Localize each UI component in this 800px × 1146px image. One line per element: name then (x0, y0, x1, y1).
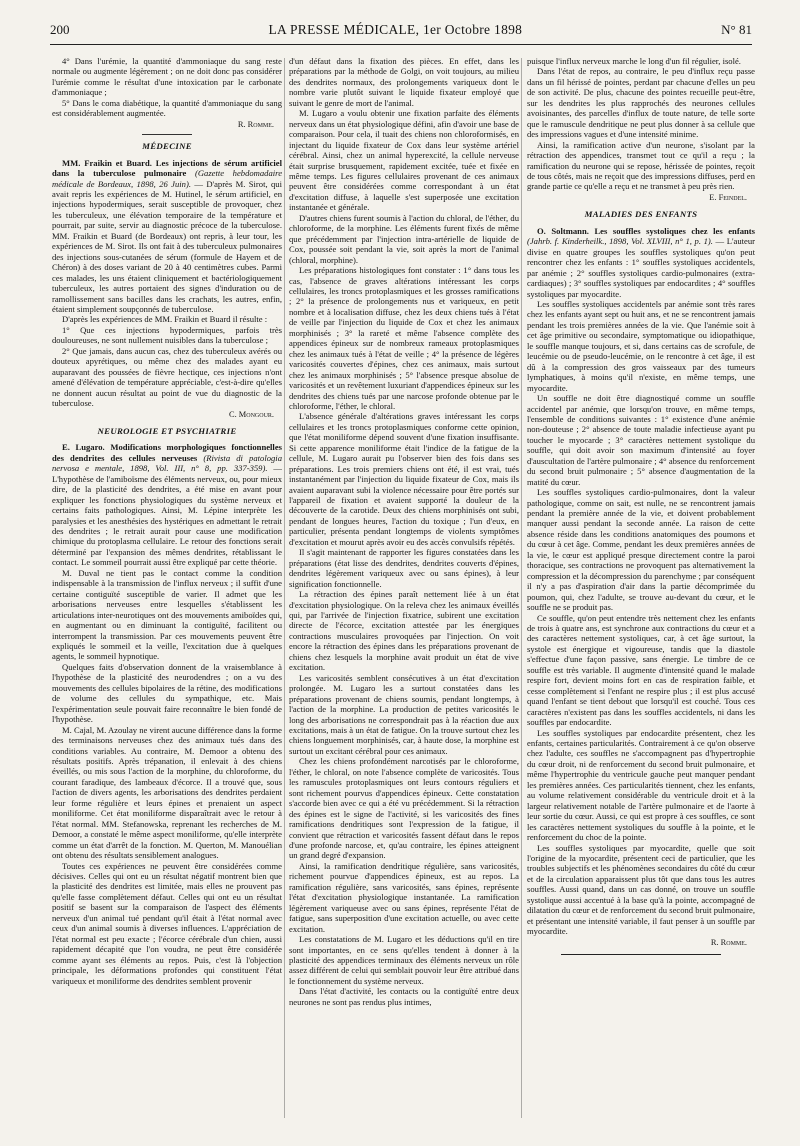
column-divider (284, 58, 285, 1118)
paragraph: Ce souffle, qu'on peut entendre très nettement chez les enfants de trois à quatre ans, est synchrone aux contractions du cœur et a des caractères nettement systoliques, car, à cet âge surtout, la systole est énergique et vigoureuse, tandis que la diastole s'effectue d'une façon passive, sans énergie. Le timbre de ce souffle est très variable. Il augmente d'intensité quand le malade respire fort, devient moins fort en cas de respiration faible, et cesse complètement si l'enfant ne respire plus ; il est plus accusé quand l'enfant se tient debout que lorsqu'il est couché. Tous ces caractères n'existent pas dans les souffles accidentels, ni dans les souffles par endocardite. (527, 612, 755, 728)
column-left (52, 56, 282, 1130)
page-header (50, 22, 752, 45)
paragraph: Les souffles systoliques accidentels par anémie sont très rares chez les enfants ayant sept ou huit ans, et ne se rencontrent jamais pendant les trois premières années de la vie. Que l'anémie soit à cet âge primitive ou secondaire, symptomatique ou idiopathique, le souffle manque toujours, et si, dans certains cas de scrofule, de leucémie ou de pseudo-leucémie, on le rencontre à cet âge, il est dû à la compression des gros vaisseaux par des tumeurs lymphatiques, à moins qu'il n'existe, en même temps, une myocardite. (527, 298, 755, 393)
separator (142, 134, 192, 135)
paragraph: M. Lugaro a voulu obtenir une fixation parfaite des éléments nerveux dans un état physiologique défini, afin d'avoir une base de comparaison. Pour cela, il tuait des chiens non chloroformisés, en injectant du liquide fixateur de Cox dans leur système artériel cérébral. Ainsi, chez un animal hyperexcité, la cellule nerveuse était surprise brusquement, rapidement excitée, tuée et fixée en même temps. Les figures cellulaires provenant de ces animaux peuvent être considérées comme correspondant à un état d'excitation diffuse, à laquelle s'est superposée une excitation instantanée et générale. (289, 108, 519, 213)
paragraph: D'après les expériences de MM. Fraikin et Buard il résulte : (62, 314, 268, 325)
column-right (527, 56, 755, 1130)
article-source: (Jahrb. f. Kinderheilk., 1898, Vol. XLVIII, n° 1, p. 1). (527, 236, 713, 247)
article-text: — L'auteur divise en quatre groupes les souffles systoliques qu'on peut rencontrer chez les enfants : 1° souffles systoliques accidentels, par anémie ; 2° souffles systoliques cardio-pulmonaires (extra-cardiaques) ; 3° souffles systoliques par endocardites ; 4° souffles systoliques par myocardite. (527, 236, 755, 299)
section-heading-children: MALADIES DES ENFANTS (584, 209, 698, 220)
paragraph: 1° Que ces injections hypodermiques, parfois très douloureuses, ne sont nullement nuisibles dans la tuberculose ; (52, 324, 282, 346)
paragraph: Ainsi, la ramification dendritique régulière, sans varicosités, richement pourvue d'appendices épineux, est au repos. La ramification régulière, sans varicosités, sans épines, représente l'état d'excitation physiologique instantanée. La ramification légèrement variqueuse avec ou sans épines, représente l'état de fatigue, sans superposition d'une excitation actuelle, ou avec cette excitation. (289, 860, 519, 934)
paragraph: 2° Que jamais, dans aucun cas, chez des tuberculeux avérés ou douteux apyrétiques, ou même chez des malades ayant eu auparavant des poussées de fièvre hectique, ces injections n'ont amené d'élévation de température appréciable, c'est-à-dire qu'elles ne donnent aucun résultat au point de vue du diagnostic de la tuberculose. (52, 345, 282, 409)
article-title: Les injections de sérum artificiel dans la tuberculose pulmonaire (52, 157, 282, 179)
paragraph: La rétraction des épines paraît nettement liée à un état d'excitation physiologique. On la releva chez les animaux éveillés qui, par l'arrivée de l'injection fixatrice, subirent une excitation directe de l'écorce, excitation attestée par les énergiques contractions musculaires provoquées par l'injection. On voit encore la rétraction des épines dans les préparations provenant de chiens chez lesquels la morphine avait produit un état de vive excitation. (289, 589, 519, 673)
section-heading-medicine: MÉDECINE (142, 141, 192, 152)
article-source: (Gazette hebdomadaire médicale de Bordeaux, 1898, 26 Juin). (52, 168, 282, 189)
paragraph: Les varicosités semblent consécutives à un état d'excitation prolongée. M. Lugaro les a surtout constatées dans les préparations provenant de chiens soumis, pendant longtemps, à l'action de la morphine. La production de petites varicosités le long des arborisations ne correspondrait pas à la réaction due aux excitations, mais à un état de fatigue. On la trouve surtout chez les chiens longuement morphinisés, car, à haute dose, la morphine est surtout un excitant cérébral pour ces animaux. (289, 672, 519, 756)
author-signature: R. Romme. (237, 119, 274, 129)
paragraph: 4° Dans l'urémie, la quantité d'ammoniaque du sang reste normale ou augmente légèrement ; on ne doit donc pas considérer l'urémie comme le résultat d'une intoxication par le carbonate d'ammoniaque ; (52, 56, 282, 98)
paragraph: puisque l'influx nerveux marche le long d'un fil régulier, isolé. (527, 56, 741, 66)
paragraph: Quelques faits d'observation donnent de la vraisemblance à l'hypothèse de la plasticité des neurodendres ; on a vu des mouvements des cellules bipolaires de la rétine, des modifications de volume des cellules du sympathique, etc. Mais l'expérimentation seule pouvait faire reconnaître le bien fondé de l'hypothèse. (52, 661, 282, 725)
paragraph: Dans l'état de repos, au contraire, le peu d'influx reçu passe dans un fil hérissé de pointes, perdant par chacune d'elles un peu de son activité. De plus, chacune des pointes recueille peut-être, sur les dendrites les plus rapprochés des neurones cellules avoisinantes, des parcelles d'influx de toute nature, de telle sorte que le ramuscule dendritique ne peut plus donner à sa cellule que des impressions vagues et d'une intensité minime. (527, 66, 755, 140)
paragraph: Toutes ces expériences ne peuvent être considérées comme décisives. Celles qui ont eu un résultat négatif montrent bien que la plasticité des dendrites est limitée, mais elles ne prouvent pas qu'elle fasse complètement défaut. Celles qui ont eu un résultat positif se basent sur la comparaison de l'aspect des éléments nerveux d'un animal tué pendant qu'il était à l'état normal avec ceux d'un animal soumis à diverses influences. L'appréciation de l'état normal est peu exacte ; l'écorce cérébrale d'un chien, aussi rapidement décapité que l'on voudra, ne peut être considérée comme ayant ses éléments au repos. Puis, c'est là l'objection principale, les déformations profondes qui constituent l'état variqueux et moniliforme des dendrites semblent provenir (52, 860, 282, 986)
paragraph: L'absence générale d'altérations graves intéressant les corps cellulaires et les troncs protoplasmiques conforme cette opinion, que l'état moniliforme dépend souvent d'une fixation insuffisante. Si cette apparence moniliforme était l'indice de la fatigue de la cellule, M. Lugaro aurait pu l'observer bien des fois dans ses préparations. Les trois premiers chiens ont été, il est vrai, tués instantanément par l'injection du liquide fixateur de Cox, mais ils avaient auparavant subi la violence nécessaire pour être portés sur l'appareil de fixation et avaient supporté la douleur de la découverte de la carotide. Deux des chiens morphinisés ont subi, pendant de longues heures, l'action du toxique ; l'un d'eux, en particulier, présenta pendant longtemps de violents symptômes d'excitation et mourut après avoir eu des accès convulsifs répétés. (289, 411, 519, 547)
paragraph: M. Duval ne tient pas le contact comme la condition indispensable à la transmission de l'influx nerveux ; il suffit d'une certaine contiguïté susceptible de varier. Il admet que les arborisations nerveuses entre lesquelles s'établissent les articulations inter-neurotiques ont des mouvements amiboïdes qui, en augmentant ou en diminuant la contiguïté, facilitent ou interrompent la transmission. Par ces mouvements peuvent être expliqués le sommeil et la veille, l'excitation due à quelques agents, le sommeil hypnotique. (52, 567, 282, 662)
issue-number: N° 81 (721, 22, 752, 37)
column-divider (521, 58, 522, 1118)
author-signature: C. Mongour. (229, 409, 274, 419)
article-authors: E. Lugaro. (62, 442, 105, 453)
article-lead (52, 158, 282, 315)
paragraph: M. Cajal, M. Azoulay ne virent aucune différence dans la forme des terminaisons nerveuses chez des animaux tués dans des conditions variables. Au contraire, M. Demoor a obtenu des résultats positifs. Après trépanation, il enlevait à des chiens éveillés, ou mis sous l'action de la morphine, du chloroforme, du courant faradique, des lambeaux d'écorce. Il a trouvé que, sous l'action de divers agents, les arborisations des dendrites perdaient leur forme régulière et leurs épines et prenaient un aspect moniliforme. Cet état moniliforme disparaîtrait avec le retour à l'état normal. MM. Stefanowska, reprenant les recherches de M. Demoor, a constaté le même aspect moniliforme, qu'elle interprète comme un état d'arrêt de la fonction. M. Querton, M. Manouélian ont obtenu des résultats sensiblement analogues. (52, 724, 282, 861)
paragraph: D'autres chiens furent soumis à l'action du chloral, de l'éther, du chloroforme, de la morphine. Les éléments furent fixés de même que précédemment par l'injection intra-artérielle de liquide de Cox, poussée soit pendant la vie, soit après la mort de l'animal (chloral, morphine). (289, 212, 519, 265)
article-text: — D'après M. Sirot, qui avait repris les expériences de M. Hutinel, le sérum artificiel, en injections hypodermiques, serait susceptible de provoquer, chez les tuberculeux, une élévation temporaire de la température et pourrait, par suite, servir au diagnostic précoce de la tuberculose. MM. Fraikin et Buard (de Bordeaux) ont repris, à leur tour, les expériences de M. Sirot. Ils ont fait à des tuberculeux pulmonaires des injections sous-cutanées de sérum (formule de Hayem et de Chéron) à des doses variant de 20 à 40 centimètres cubes. Parmi ces malades, les uns étaient cliniquement et bactériologiquement tuberculeux, les autres portaient des signes d'induration ou de ramollissement sans bacilles dans les crachats, les autres, enfin, étaient simplement soupçonnés de tuberculose. (52, 178, 282, 314)
article-title: Modifications morphologiques fonctionnelles des dendrites des cellules nerveuses (52, 442, 282, 463)
author-signature: R. Romme. (710, 937, 747, 947)
paragraph: Les souffles systoliques cardio-pulmonaires, dont la valeur pathologique, comme on sait, est nulle, ne se rencontrent jamais pendant la première année de la vie, et doivent probablement manquer aussi pendant la seconde année. La raison de cette absence réside dans les conditions anatomiques des poumons et du cœur à cet âge. Comme, pendant les deux premières années de la vie, le cœur est appliqué presque directement contre la paroi thoracique, ses contractions ne provoquent pas alternativement la compression et la décompression du parenchyme ; par conséquent il n'y a pas d'aspiration d'air dans la partie décomprimée du poumon, qui, chez l'adulte, se trouve au-devant du cœur, et le souffle ne se produit pas. (527, 487, 755, 613)
article-source: (Rivista di patologia nervosa e mentale, 1898, Vol. III, n° 8, pp. 337-359). (52, 452, 282, 474)
author-signature: E. Feindel. (709, 192, 747, 202)
section-heading-neurology: NEUROLOGIE ET PSYCHIATRIE (97, 425, 237, 436)
paragraph: Chez les chiens profondément narcotisés par le chloroforme, l'éther, le chloral, on note l'absence complète de varicosités. Tous les ramuscules protoplasmiques ont leurs contours réguliers et sont richement pourvus d'appendices épineux. Cette constatation s'accorde bien avec ce qui a été vu précédemment. Si la rétraction des épines est le signe de l'activité, si les varicosités des fines ramifications dendritiques sont l'expression de la fatigue, il convient que rétraction et varicosités fassent défaut dans le repos d'une profonde narcose, et, qu'au contraire, les épines atteignent un grand degré d'expansion. (289, 756, 519, 861)
paragraph: d'un défaut dans la fixation des pièces. En effet, dans les préparations par la méthode de Golgi, on voit toujours, au milieu des dendrites normaux, des prolongements variqueux dont le nombre varie plutôt suivant le liquide fixateur employé que suivant le genre de mort de l'animal. (289, 56, 519, 108)
paragraph: Ainsi, la ramification active d'un neurone, s'isolant par la rétraction des appendices, transmet tout ce qu'il a reçu ; la ramification du neurone qui se repose, hérissée de pointes, reçoit de tous côtés, mais ne reçoit que des impressions diffuses, perd en grande partie ce qu'elle a reçu et ne transmet à peu près rien. (527, 139, 755, 192)
paragraph: Les souffles systoliques par myocardite, quelle que soit l'origine de la myocardite, présentent ceci de particulier, que les troubles subjectifs et les phénomènes secondaires du côté du cœur et de la circulation apparaissent plus tôt que dans tous les autres souffles. Aussi quand, dans un cas donné, on trouve un souffle systolique aussi accentué à la base qu'à la pointe, accompagné de dilatation du cœur et de renforcement du second bruit pulmonaire, et présentant une intensité variable, il faut penser à un souffle par myocardite. (527, 842, 755, 937)
article-lead (527, 226, 755, 299)
paragraph: 5° Dans le coma diabétique, la quantité d'ammoniaque du sang est considérablement augmentée. (52, 97, 282, 119)
page-number: 200 (50, 22, 70, 37)
article-lead (52, 442, 282, 567)
paragraph: Un souffle ne doit être diagnostiqué comme un souffle accidentel par anémie, que lorsqu'on trouve, en même temps, l'ensemble de conditions suivantes : 1° existence d'une anémie non-douteuse ; 2° absence de toute maladie infectieuse ayant pu toucher le myocarde ; 3° caractères nettement systolique du souffle, qui doit avoir son maximum d'intensité au foyer d'auscultation de l'artère pulmonaire ; 4° absence du renforcement du second bruit pulmonaire ; 5° absence d'augmentation de la matité du cœur. (527, 393, 755, 487)
column-middle (289, 56, 519, 1130)
end-rule (561, 954, 721, 955)
article-authors: MM. Fraikin et Buard. (62, 157, 152, 168)
journal-title: LA PRESSE MÉDICALE, 1er Octobre 1898 (268, 22, 523, 37)
article-authors: O. Soltmann. (537, 225, 589, 236)
paragraph: Il s'agit maintenant de rapporter les figures constatées dans les préparations (état lisse des dendrites, dendrites couverts d'épines, dendrites légèrement variqueux avec ou sans épines), à leur signification fonctionnelle. (289, 547, 519, 589)
paragraph: Les souffles systoliques par endocardite présentent, chez les enfants, certaines particularités. Contrairement à ce qu'on observe chez l'adulte, ces souffles ne s'accompagnent pas d'hypertrophie du cœur droit, ni de renforcement du second bruit pulmonaire, et même l'hypertrophie du ventricule gauche peut manquer pendant les premières années. Ces particularités tiennent, chez les enfants, au volume relativement considérable du ventricule droit et à la largeur relativement notable de l'artère pulmonaire et de l'aorte à leur sortie du cœur. Aussi, ce qui est propre à ces souffles, ce sont les caractères nettement systoliques du souffle à la pointe, et le renforcement du choc de la pointe. (527, 727, 755, 843)
article-title: Les souffles systoliques chez les enfants (594, 225, 755, 236)
paragraph: Les préparations histologiques font constater : 1° dans tous les cas, l'absence de graves altérations intéressant les corps cellulaires, les troncs protoplasmiques et les grosses ramifications ; 2° la présence de prolongements nus et variqueux, en petit nombre et à localisation diffuse, chez les deux chiens tués à l'état de veille par l'injection du liquide de Cox et chez les animaux morphinisés ; 3° la rareté et même l'absence complète des appendices épineux sur de nombreux rameaux protoplasmiques chez les animaux tués à l'état de veille ; 4° la présence de légères varicosités couvertes d'épines, chez ces animaux, mais surtout chez les animaux morphinisés ; 5° l'absence presque absolue de varicosités et un revêtement luxuriant d'appendices épineux sur les dendrites des chiens tués par une narcose profonde obtenue par le chloroforme, l'éther, le chloral. (289, 265, 519, 411)
paragraph: Dans l'état d'activité, les contacts ou la contiguïté entre deux neurones ne sont pas rendus plus intimes, (289, 986, 519, 1007)
article-text: — L'hypothèse de l'amiboïsme des éléments nerveux, ou, pour mieux dire, de la plasticité des dendrites, a été mise en avant pour expliquer les fonctions physiologiques du système nerveux et certains faits pathologiques. Ainsi, M. Lépine interprète les paralysies et les anesthésies des hystériques en admettant le retrait des dendrites ; le retrait aurait pour cause une modification chimique du protoplasma cellulaire. Le retour des fonctions serait déterminé par l'expansion des mêmes dendrites, rétablissant le contact. Le sommeil pourrait aussi être expliqué par cette théorie. (52, 463, 282, 568)
paragraph: Les constatations de M. Lugaro et les déductions qu'il en tire sont importantes, en ce sens qu'elles tendent à donner à la plasticité des appendices terminaux des éléments nerveux un rôle assez différent de celui qui semblait pouvoir leur être attribué dans le fonctionnement du système nerveux. (289, 934, 519, 986)
